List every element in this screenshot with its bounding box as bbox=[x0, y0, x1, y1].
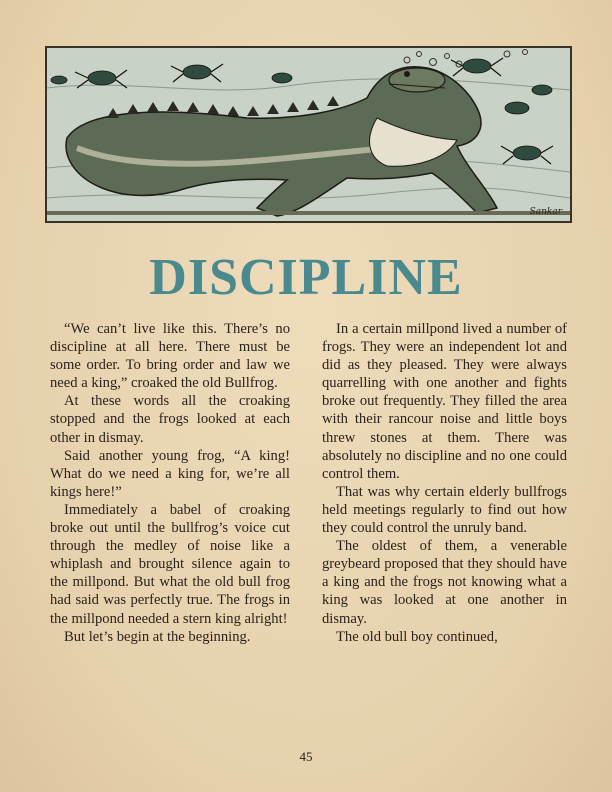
paragraph: Said another young frog, “A king! What do we need a king for, we’re all kings here!” bbox=[50, 447, 290, 500]
left-column bbox=[50, 320, 290, 646]
paragraph: In a certain millpond lived a number of frogs. They were an independent lot and did as they pleased. They were always quarrelling with one another and fights broke out frequently. They filled the area with their rancour noise and little boys threw stones at them. There was absolutely no discipline and no one could control them. bbox=[322, 321, 567, 482]
paragraph: “We can’t live like this. There’s no discipline at all here. There must be some order. To bring order and law we need a king,” croaked the old Bullfrog. bbox=[50, 321, 290, 392]
paragraph: The oldest of them, a venerable greybeard proposed that they should have a king and the frogs not knowing what a king was looked at one another in dismay. bbox=[322, 538, 567, 627]
right-column bbox=[322, 320, 567, 646]
paragraph: That was why certain elderly bullfrogs held meetings regularly to find out how they could control the unruly band. bbox=[322, 483, 567, 537]
crocodile-illustration bbox=[45, 46, 572, 223]
paragraph: The old bull boy continued, bbox=[336, 628, 498, 645]
paragraph: Immediately a babel of croaking broke out until the bullfrog’s voice cut through the medley of noise like a whiplash and brought silence again to the millpond. But what the old bull frog had said was perfectly true. The frogs in the millpond needed a stern king alright! bbox=[50, 501, 290, 627]
paragraph: At these words all the croaking stopped and the frogs looked at each other in dismay. bbox=[50, 393, 290, 446]
artist-signature: Sankar bbox=[529, 207, 562, 217]
page-number: 45 bbox=[299, 749, 313, 764]
paragraph: But let’s begin at the beginning. bbox=[64, 628, 251, 645]
story-title: DISCIPLINE bbox=[149, 249, 463, 306]
crocodile-frogs-drawing bbox=[47, 48, 570, 221]
